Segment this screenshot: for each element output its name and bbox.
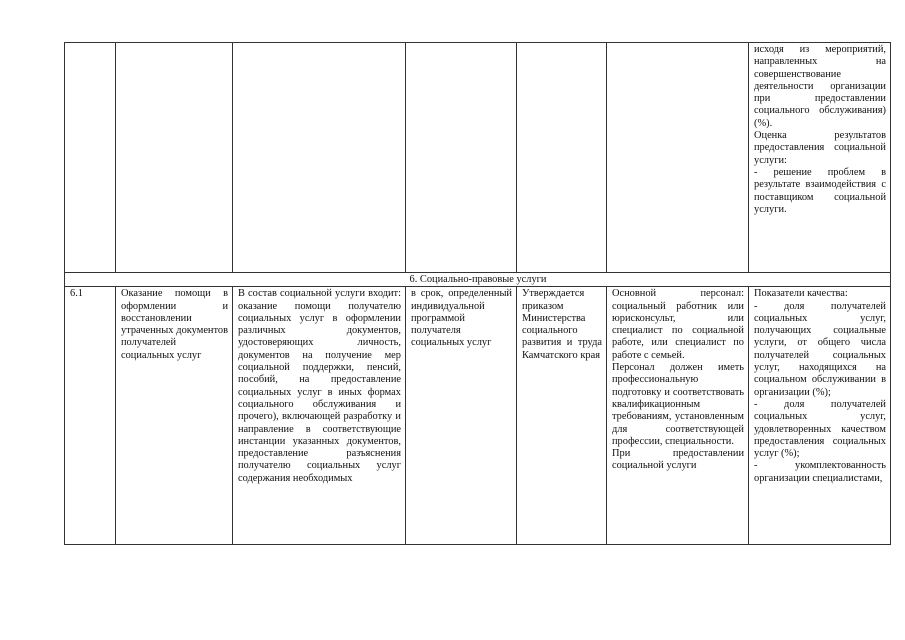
indicator-text: Показатели качества: <box>754 288 848 300</box>
cell-service-term: в срок, определенный индивидуальной программой получателя социальных услуг <box>406 287 517 545</box>
section-title: 6. Социально-правовые услуги <box>65 273 891 287</box>
indicator-text: - решение проблем в результате взаимодействия с поставщиком социальной услуги. <box>754 166 886 215</box>
cell-number-empty <box>65 43 116 273</box>
services-table <box>64 42 891 545</box>
condition-text: При предоставлении социальной услуги <box>612 448 744 472</box>
cell-service-name: Оказание помощи в оформлении и восстановлении утраченных документов получателей социальных услуг <box>116 287 233 545</box>
cell-conditions-empty <box>607 43 749 273</box>
cell-name-empty <box>116 43 233 273</box>
cell-number: 6.1 <box>65 287 116 545</box>
cell-service-content: В состав социальной услуги входит: оказание помощи получателю социальных услуг в оформлении различных документов, удостоверяющих личность, документов на получение мер социальной поддержки, пенсий, пособий, на предоставление социальных услуг в иных формах социального обслуживания и прочего), включающей разработку и направление в соответствующие инстанции указанных документов, предоставление разъяснения получателю социальных услуг содержания необходимых <box>233 287 406 545</box>
cell-indicators-continued <box>749 43 891 273</box>
condition-text: Персонал должен иметь профессиональную подготовку и соответствовать квалификационным требованиям, установленным для соответствующей профессии, специальности. <box>612 362 744 447</box>
indicator-text: - укомплектованность организации специалистами, <box>754 460 886 484</box>
table-row <box>65 287 891 545</box>
table-row-continued <box>65 43 891 273</box>
indicator-text: - доля получателей социальных услуг, удовлетворенных качеством предоставления социальных услуг (%); <box>754 398 886 460</box>
cell-content-empty <box>233 43 406 273</box>
cell-quality-indicators <box>749 287 891 545</box>
indicator-text: Оценка результатов предоставления социальной услуги: <box>754 130 886 166</box>
indicator-text: исходя из мероприятий, направленных на совершенствование деятельности организации при предоставлении социального обслуживания) (%). <box>754 44 886 129</box>
cell-term-empty <box>406 43 517 273</box>
indicator-text: - доля получателей социальных услуг, получающих социальные услуги, от общего числа получателей социальных услуг, находящихся на социальном обслуживании в организации (%); <box>754 300 886 398</box>
section-row <box>65 273 891 287</box>
cell-service-conditions <box>607 287 749 545</box>
condition-text: Основной персонал: социальный работник или юрисконсульт, или специалист по социальной работе, или специалист по работе с семьей. <box>612 288 744 361</box>
cell-tariff-empty <box>517 43 607 273</box>
cell-service-tariff: Утверждается приказом Министерства социального развития и труда Камчатского края <box>517 287 607 545</box>
